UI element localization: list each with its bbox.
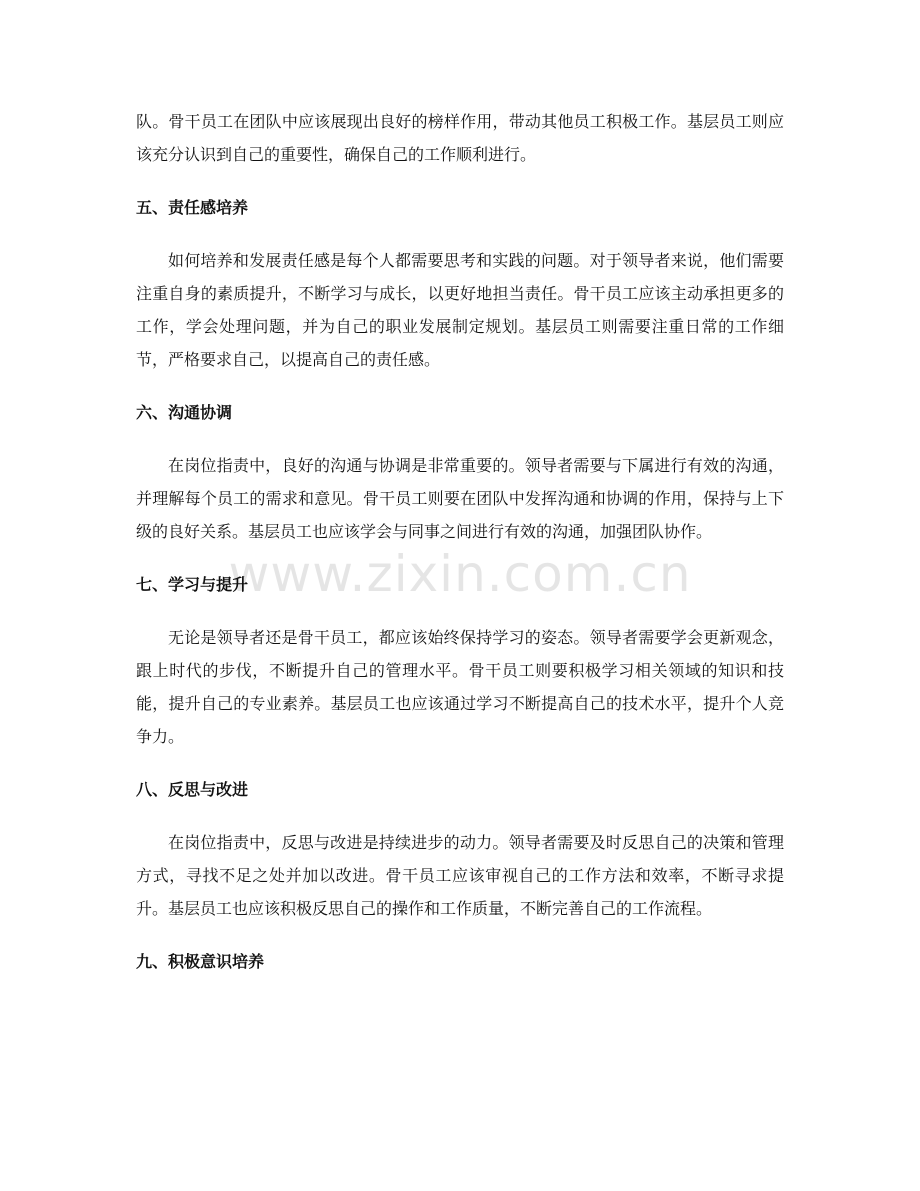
intro-paragraph: 队。骨干员工在团队中应该展现出良好的榜样作用，带动其他员工积极工作。基层员工则应该充分认识到自己的重要性，确保自己的工作顺利进行。 bbox=[136, 112, 784, 164]
section-heading-9: 九、积极意识培养 bbox=[136, 952, 265, 971]
watermark-text: www.zixin.com.cn bbox=[228, 545, 692, 603]
section-heading-6: 六、沟通协调 bbox=[136, 403, 233, 422]
section-body-8: 在岗位指责中，反思与改进是持续进步的动力。领导者需要及时反思自己的决策和管理方式，寻找不足之处并加以改进。骨干员工应该审视自己的工作方法和效率，不断寻求提升。基层员工也应该积极反思自己的操作和工作质量，不断完善自己的工作流程。 bbox=[136, 833, 784, 918]
section-heading-8: 八、反思与改进 bbox=[136, 780, 249, 799]
section-body-5: 如何培养和发展责任感是每个人都需要思考和实践的问题。对于领导者来说，他们需要注重自身的素质提升，不断学习与成长，以更好地担当责任。骨干员工应该主动承担更多的工作，学会处理问题，并为自己的职业发展制定规划。基层员工则需要注重日常的工作细节，严格要求自己，以提高自己的责任感。 bbox=[136, 251, 784, 369]
section-heading-5: 五、责任感培养 bbox=[136, 198, 249, 217]
section-body-7: 无论是领导者还是骨干员工，都应该始终保持学习的姿态。领导者需要学会更新观念，跟上时代的步伐，不断提升自己的管理水平。骨干员工则要积极学习相关领域的知识和技能，提升自己的专业素养。基层员工也应该通过学习不断提高自己的技术水平，提升个人竞争力。 bbox=[136, 628, 784, 746]
section-body-6: 在岗位指责中，良好的沟通与协调是非常重要的。领导者需要与下属进行有效的沟通，并理解每个员工的需求和意见。骨干员工则要在团队中发挥沟通和协调的作用，保持与上下级的良好关系。基层员工也应该学会与同事之间进行有效的沟通，加强团队协作。 bbox=[136, 456, 784, 541]
document-body bbox=[136, 105, 784, 978]
section-heading-7: 七、学习与提升 bbox=[136, 575, 249, 594]
